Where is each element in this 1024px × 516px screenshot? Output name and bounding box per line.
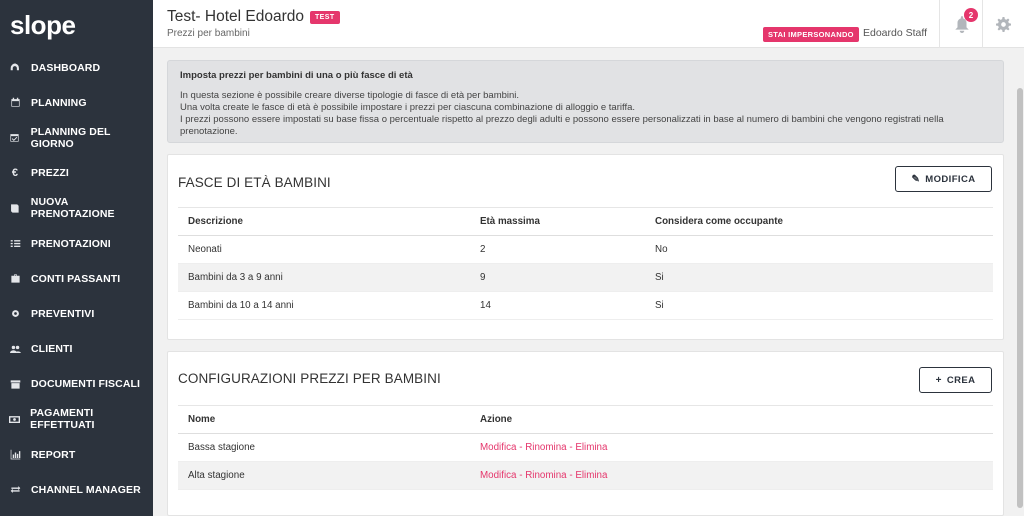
action-separator: - bbox=[569, 442, 576, 453]
column-header: Azione bbox=[470, 406, 993, 434]
column-header: Età massima bbox=[470, 208, 645, 236]
table-row bbox=[178, 292, 993, 320]
scrollbar-thumb[interactable] bbox=[1017, 88, 1023, 508]
table-cell: 9 bbox=[470, 264, 645, 292]
sidebar-item-label: PLANNING bbox=[31, 96, 87, 109]
column-header: Descrizione bbox=[178, 208, 470, 236]
create-button-label: CREA bbox=[946, 374, 976, 386]
sidebar-item-label: PREVENTIVI bbox=[31, 307, 95, 320]
table-cell: Bambini da 10 a 14 anni bbox=[178, 292, 470, 320]
rename-link[interactable]: Rinomina bbox=[525, 470, 567, 481]
impersonating-badge: STAI IMPERSONANDO bbox=[763, 27, 859, 42]
app-logo[interactable]: slope bbox=[10, 10, 76, 40]
sidebar-item-pagamenti-effettuati[interactable] bbox=[0, 402, 153, 437]
table-cell: Neonati bbox=[178, 236, 470, 264]
settings-button[interactable] bbox=[996, 17, 1011, 32]
money-icon bbox=[8, 413, 21, 425]
sidebar-item-planning-del-giorno[interactable] bbox=[0, 120, 153, 155]
delete-link[interactable]: Elimina bbox=[575, 442, 608, 453]
sidebar-item-label: NUOVA PRENOTAZIONE bbox=[30, 196, 115, 221]
sidebar-item-label: PLANNING DEL GIORNO bbox=[30, 125, 111, 150]
table-cell: No bbox=[645, 236, 993, 264]
sidebar-item-label: PAGAMENTI EFFETTUATI bbox=[30, 407, 95, 432]
page-title bbox=[167, 8, 340, 26]
bar-chart-icon bbox=[8, 449, 22, 461]
sidebar-item-prenotazioni[interactable] bbox=[0, 226, 153, 261]
dashboard-icon bbox=[8, 62, 22, 74]
delete-link[interactable]: Elimina bbox=[575, 470, 608, 481]
sidebar-item-label: DASHBOARD bbox=[31, 61, 101, 74]
sidebar-item-label: CONTI PASSANTI bbox=[31, 272, 121, 285]
book-icon bbox=[8, 202, 22, 214]
table-row bbox=[178, 462, 993, 490]
sidebar-item-label: REPORT bbox=[31, 448, 76, 461]
rename-link[interactable]: Rinomina bbox=[525, 442, 567, 453]
calendar-icon bbox=[8, 97, 22, 109]
top-header bbox=[153, 0, 1024, 48]
header-divider bbox=[939, 0, 940, 48]
sidebar-item-report[interactable] bbox=[0, 437, 153, 472]
table-row bbox=[178, 264, 993, 292]
info-title: Imposta prezzi per bambini di una o più fasce di età bbox=[180, 70, 413, 81]
action-separator: - bbox=[519, 442, 526, 453]
table-cell: 2 bbox=[470, 236, 645, 264]
sidebar-item-label: DOCUMENTI FISCALI bbox=[31, 378, 141, 391]
bell-icon bbox=[953, 20, 971, 37]
sidebar-item-planning[interactable] bbox=[0, 85, 153, 120]
sidebar bbox=[0, 0, 153, 516]
edit-button-label: MODIFICA bbox=[925, 173, 976, 185]
edit-age-bands-button[interactable] bbox=[895, 166, 992, 192]
sidebar-item-nuova-prenotazione[interactable] bbox=[0, 191, 153, 226]
gear-icon bbox=[996, 19, 1011, 36]
hotel-name: Test- Hotel Edoardo bbox=[167, 8, 304, 25]
sidebar-item-label: CLIENTI bbox=[31, 343, 73, 356]
age-bands-table bbox=[178, 207, 993, 320]
modify-link[interactable]: Modifica bbox=[480, 470, 517, 481]
table-row bbox=[178, 236, 993, 264]
table-cell: Bambini da 3 a 9 anni bbox=[178, 264, 470, 292]
info-line: I prezzi possono essere impostati su base fissa o percentuale rispetto al prezzo degli adulti e possono essere personalizzati in base al numero di bambini che vengono registrati nella prenotazione. bbox=[180, 114, 944, 137]
column-header: Nome bbox=[178, 406, 470, 434]
plus-icon: + bbox=[935, 374, 942, 386]
sidebar-item-label: CHANNEL MANAGER bbox=[31, 483, 141, 496]
modify-link[interactable]: Modifica bbox=[480, 442, 517, 453]
sidebar-item-channel-manager[interactable] bbox=[0, 472, 153, 507]
table-row bbox=[178, 434, 993, 462]
action-separator: - bbox=[519, 470, 526, 481]
config-name: Bassa stagione bbox=[178, 434, 470, 462]
table-cell: Si bbox=[645, 292, 993, 320]
sidebar-item-preventivi[interactable] bbox=[0, 296, 153, 331]
notification-count-badge: 2 bbox=[964, 8, 978, 22]
edit-icon: ✎ bbox=[911, 173, 921, 185]
main-scrollbar[interactable] bbox=[1016, 48, 1024, 516]
gear-icon bbox=[8, 308, 22, 320]
euro-icon: € bbox=[11, 167, 19, 180]
table-cell: Si bbox=[645, 264, 993, 292]
info-line: Una volta create le fasce di età è possibile impostare i prezzi per ciascuna combinazione di alloggio e tariffa. bbox=[180, 102, 636, 113]
archive-icon bbox=[8, 378, 22, 390]
sidebar-item-conti-passanti[interactable] bbox=[0, 261, 153, 296]
users-icon bbox=[8, 343, 22, 355]
actions-cell bbox=[470, 434, 993, 462]
column-header: Considera come occupante bbox=[645, 208, 993, 236]
briefcase-icon bbox=[8, 273, 22, 285]
config-name: Alta stagione bbox=[178, 462, 470, 490]
actions-cell bbox=[470, 462, 993, 490]
calendar-check-icon bbox=[8, 132, 22, 144]
list-icon bbox=[8, 238, 22, 250]
create-config-button[interactable] bbox=[919, 367, 992, 393]
info-box bbox=[167, 60, 1004, 143]
sidebar-item-prezzi[interactable] bbox=[0, 156, 153, 191]
info-line: In questa sezione è possibile creare diverse tipologie di fasce di età per bambini. bbox=[180, 90, 520, 101]
sidebar-item-documenti-fiscali[interactable] bbox=[0, 367, 153, 402]
age-bands-panel bbox=[167, 154, 1004, 340]
sidebar-item-dashboard[interactable] bbox=[0, 50, 153, 85]
sidebar-item-label: PREZZI bbox=[31, 167, 69, 180]
main-content bbox=[153, 48, 1015, 516]
header-divider bbox=[982, 0, 983, 48]
age-bands-title: FASCE DI ETÀ BAMBINI bbox=[178, 175, 331, 190]
table-cell: 14 bbox=[470, 292, 645, 320]
price-configs-table bbox=[178, 405, 993, 490]
action-separator: - bbox=[569, 470, 576, 481]
sidebar-item-clienti[interactable] bbox=[0, 332, 153, 367]
test-badge: TEST bbox=[310, 11, 340, 24]
sidebar-item-label: PRENOTAZIONI bbox=[31, 237, 111, 250]
page-subtitle: Prezzi per bambini bbox=[167, 28, 250, 39]
user-name[interactable]: Edoardo Staff bbox=[863, 27, 928, 39]
sidebar-nav bbox=[0, 50, 153, 507]
price-configs-title: CONFIGURAZIONI PREZZI PER BAMBINI bbox=[178, 371, 441, 386]
exchange-icon bbox=[8, 484, 22, 496]
price-configs-panel bbox=[167, 351, 1004, 516]
